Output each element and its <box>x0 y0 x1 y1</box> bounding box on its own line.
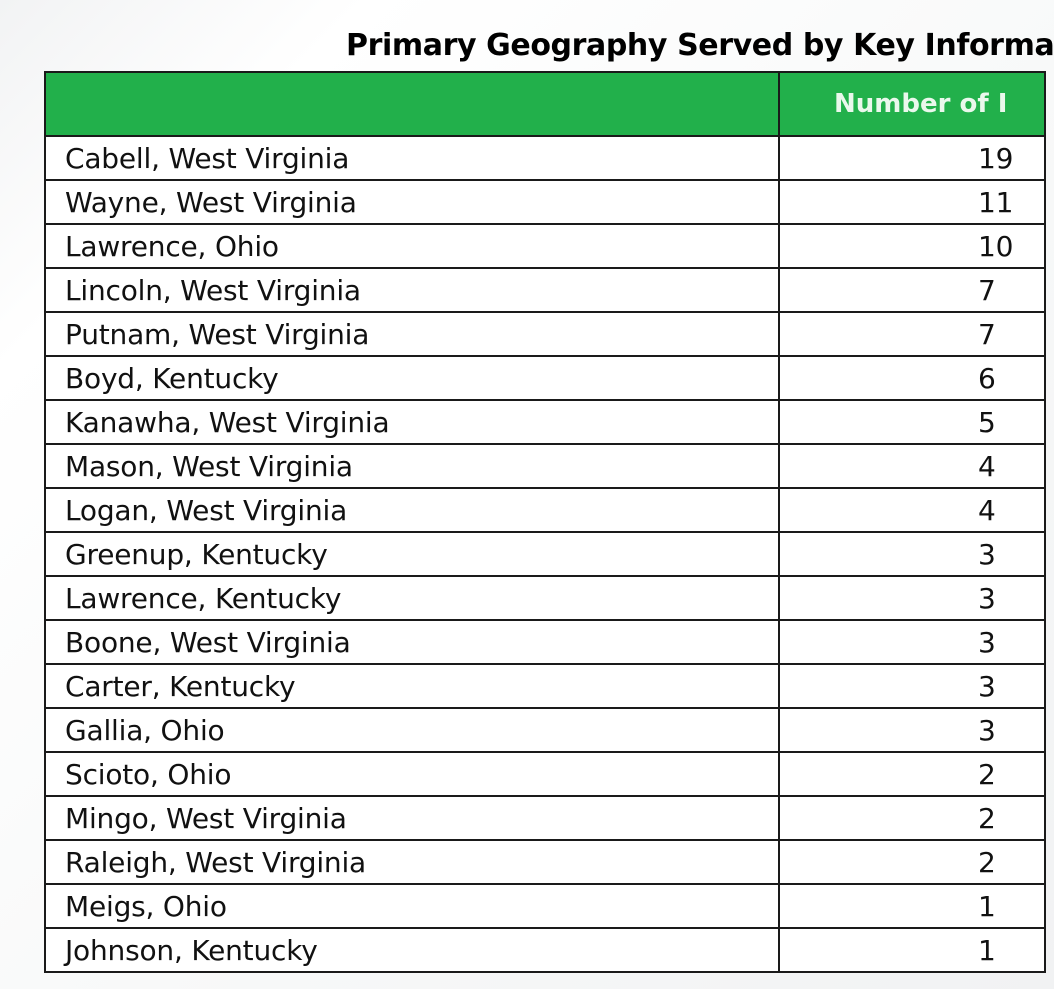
table-body <box>45 136 1045 972</box>
table-row <box>45 620 1045 664</box>
table-row <box>45 708 1045 752</box>
table-row <box>45 400 1045 444</box>
header-row <box>45 72 1045 136</box>
value-cell: 10 <box>779 224 1045 268</box>
table-header <box>45 72 1045 136</box>
table-row <box>45 224 1045 268</box>
value-cell: 2 <box>779 796 1045 840</box>
table-row <box>45 356 1045 400</box>
table-row <box>45 136 1045 180</box>
table-row <box>45 752 1045 796</box>
county-cell: Lincoln, West Virginia <box>45 268 779 312</box>
value-cell: 1 <box>779 928 1045 972</box>
geography-table <box>44 71 1046 973</box>
county-cell: Greenup, Kentucky <box>45 532 779 576</box>
county-cell: Lawrence, Kentucky <box>45 576 779 620</box>
county-cell: Carter, Kentucky <box>45 664 779 708</box>
table-row <box>45 444 1045 488</box>
value-cell: 5 <box>779 400 1045 444</box>
header-county <box>45 72 779 136</box>
value-cell: 2 <box>779 752 1045 796</box>
county-cell: Meigs, Ohio <box>45 884 779 928</box>
value-cell: 11 <box>779 180 1045 224</box>
county-cell: Wayne, West Virginia <box>45 180 779 224</box>
county-cell: Cabell, West Virginia <box>45 136 779 180</box>
table-row <box>45 928 1045 972</box>
table-row <box>45 840 1045 884</box>
table-row <box>45 180 1045 224</box>
county-cell: Mingo, West Virginia <box>45 796 779 840</box>
value-cell: 4 <box>779 444 1045 488</box>
county-cell: Scioto, Ohio <box>45 752 779 796</box>
value-cell: 3 <box>779 664 1045 708</box>
value-cell: 3 <box>779 532 1045 576</box>
county-cell: Lawrence, Ohio <box>45 224 779 268</box>
table-row <box>45 488 1045 532</box>
value-cell: 7 <box>779 268 1045 312</box>
value-cell: 3 <box>779 576 1045 620</box>
header-number: Number of I <box>779 72 1045 136</box>
table-row <box>45 884 1045 928</box>
table-row <box>45 312 1045 356</box>
value-cell: 1 <box>779 884 1045 928</box>
value-cell: 4 <box>779 488 1045 532</box>
county-cell: Kanawha, West Virginia <box>45 400 779 444</box>
county-cell: Boone, West Virginia <box>45 620 779 664</box>
table-row <box>45 576 1045 620</box>
value-cell: 19 <box>779 136 1045 180</box>
county-cell: Raleigh, West Virginia <box>45 840 779 884</box>
value-cell: 2 <box>779 840 1045 884</box>
value-cell: 6 <box>779 356 1045 400</box>
county-cell: Gallia, Ohio <box>45 708 779 752</box>
county-cell: Johnson, Kentucky <box>45 928 779 972</box>
table-row <box>45 796 1045 840</box>
county-cell: Boyd, Kentucky <box>45 356 779 400</box>
county-cell: Mason, West Virginia <box>45 444 779 488</box>
county-cell: Logan, West Virginia <box>45 488 779 532</box>
table-row <box>45 268 1045 312</box>
county-cell: Putnam, West Virginia <box>45 312 779 356</box>
table-row <box>45 532 1045 576</box>
table-title: Primary Geography Served by Key Informa <box>346 28 1054 63</box>
table-row <box>45 664 1045 708</box>
value-cell: 7 <box>779 312 1045 356</box>
value-cell: 3 <box>779 708 1045 752</box>
value-cell: 3 <box>779 620 1045 664</box>
